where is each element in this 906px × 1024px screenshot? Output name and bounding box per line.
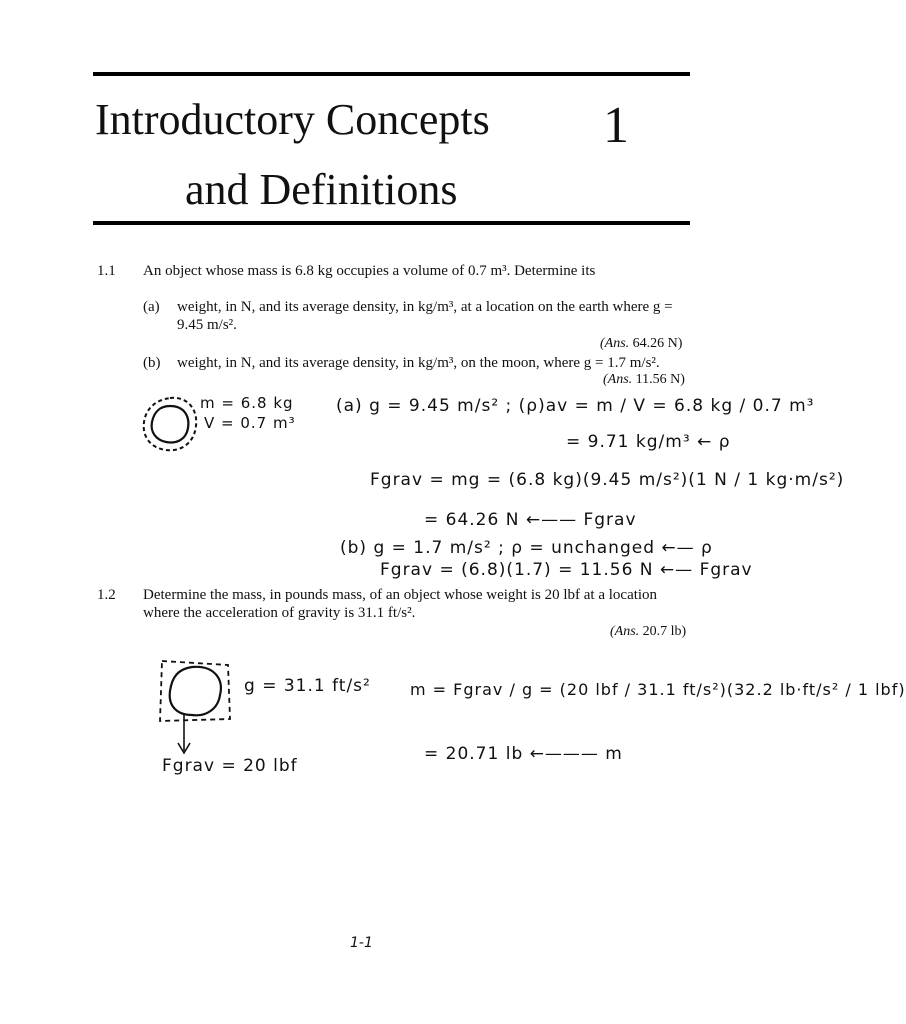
bottom-rule xyxy=(93,221,690,225)
problem-number: 1.1 xyxy=(97,263,116,279)
chapter-number: 1 xyxy=(603,97,629,154)
solution-a-line1: (a) g = 9.45 m/s² ; (ρ)av = m / V = 6.8 kg / 0.7 m³ xyxy=(336,396,815,416)
part-text: weight, in N, and its average density, in kg/m³, at a location on the earth where g = 9.45 m/s². xyxy=(177,299,673,333)
given-mass: m = 6.8 kg xyxy=(200,394,294,412)
chapter-title-line1: Introductory Concepts xyxy=(95,95,490,144)
solution-a-line3: Fgrav = mg = (6.8 kg)(9.45 m/s²)(1 N / 1 kg·m/s²) xyxy=(370,470,845,490)
part-text: weight, in N, and its average density, in kg/m³, on the moon, where g = 1.7 m/s². xyxy=(177,355,660,371)
object-sketch-icon xyxy=(136,392,206,462)
page-number: 1-1 xyxy=(350,935,373,951)
solution-1-2-line1: m = Fgrav / g = (20 lbf / 31.1 ft/s²)(32.2 lb·ft/s² / 1 lbf) xyxy=(410,680,906,699)
solution-1-2-line2: = 20.71 lb ←——— m xyxy=(424,744,623,764)
answer-1-1-a: (Ans. 64.26 N) xyxy=(600,336,683,351)
answer-1-1-b: (Ans. 11.56 N) xyxy=(603,372,685,387)
problem-text: Determine the mass, in pounds mass, of an object whose weight is 20 lbf at a location where the acceleration of gravity is 31.1 ft/s². xyxy=(143,587,658,621)
part-label: (a) xyxy=(143,299,160,315)
given-weight: Fgrav = 20 lbf xyxy=(162,756,298,776)
solution-a-line2: = 9.71 kg/m³ ← ρ xyxy=(566,432,731,452)
chapter-title xyxy=(95,95,490,214)
top-rule xyxy=(93,72,690,76)
problem-text: An object whose mass is 6.8 kg occupies a volume of 0.7 m³. Determine its xyxy=(143,263,596,279)
solution-b-line2: Fgrav = (6.8)(1.7) = 11.56 N ←— Fgrav xyxy=(380,560,753,580)
problem-number: 1.2 xyxy=(97,587,116,603)
solution-b-line1: (b) g = 1.7 m/s² ; ρ = unchanged ←— ρ xyxy=(340,538,713,558)
given-volume: V = 0.7 m³ xyxy=(204,414,296,432)
given-gravity: g = 31.1 ft/s² xyxy=(244,676,371,696)
answer-1-2: (Ans. 20.7 lb) xyxy=(610,624,687,639)
chapter-title-line2: and Definitions xyxy=(185,165,458,214)
part-label: (b) xyxy=(143,355,161,371)
object-weight-sketch-icon xyxy=(152,655,242,765)
solution-a-line4: = 64.26 N ←—— Fgrav xyxy=(424,510,637,530)
